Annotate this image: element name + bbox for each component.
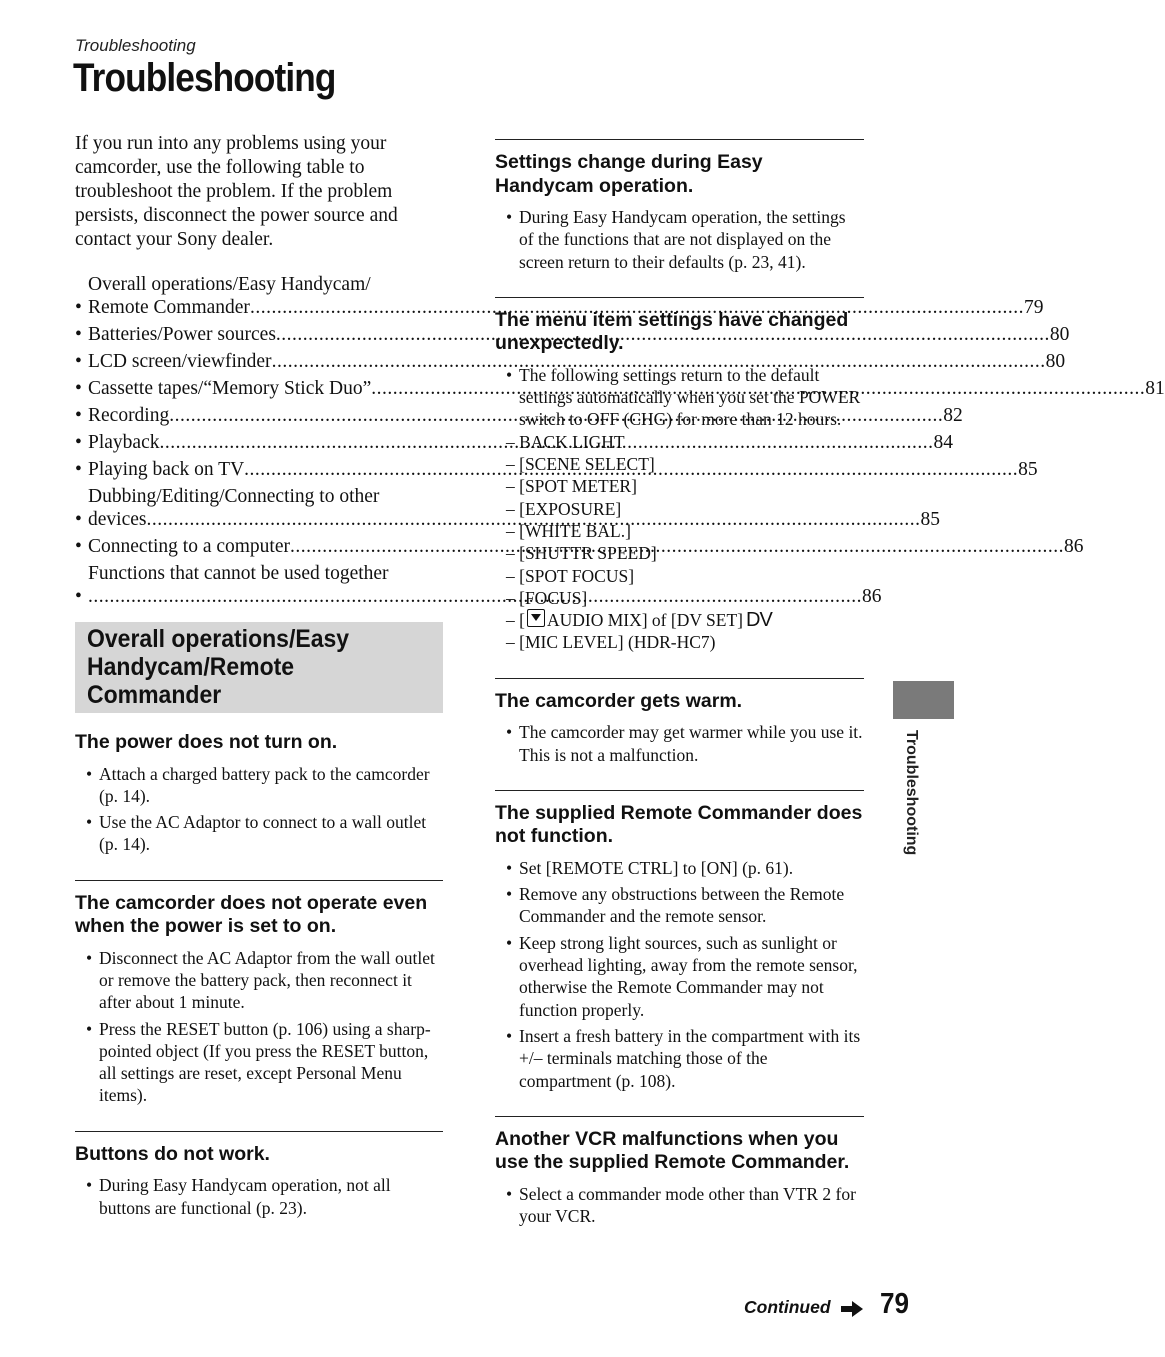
list-item: • Attach a charged battery pack to the camcorder (p. 14). — [86, 763, 430, 806]
page-title: Troubleshooting — [73, 56, 336, 100]
toc-label: Recording — [88, 405, 170, 426]
topic-heading: Buttons do not work. — [75, 1142, 270, 1165]
toc-item: • LCD screen/viewfinder ..... 80 — [75, 350, 443, 373]
topic-vcr — [495, 1116, 864, 1228]
toc-label: devices — [88, 509, 147, 530]
toc-item: • Recording ..... 82 — [75, 404, 443, 427]
toc-label: Remote Commander — [88, 297, 250, 318]
list-item: • Keep strong light sources, such as sunlight or overhead lighting, away from the remote sensor, otherwise the Remote Commander may not function properly. — [506, 932, 858, 1020]
topic-heading: The power does not turn on. — [75, 731, 338, 753]
dv-logo-icon: DV — [746, 609, 772, 632]
toc-item: • Cassette tapes/“Memory Stick Duo” ..... 81 — [75, 377, 443, 400]
list-item: • The following settings return to the default settings automatically when you set the POWER switch to OFF (CHG) for more than 12 hours. — [506, 364, 861, 430]
dash-item: – [SPOT FOCUS] — [506, 565, 635, 586]
toc-page: 80 — [1049, 324, 1070, 345]
list-item: • During Easy Handycam operation, not all buttons are functional (p. 23). — [86, 1175, 391, 1218]
toc-page: 82 — [943, 405, 963, 426]
topic-heading: Settings change during Easy Handycam operation. — [495, 151, 763, 197]
dash-item: – [MIC LEVEL] (HDR-HC7) — [506, 632, 716, 653]
personal-menu-icon — [527, 609, 545, 627]
toc-label: Dubbing/Editing/Connecting to other — [88, 486, 380, 507]
topic-menu-settings — [495, 297, 864, 654]
list-item: • Remove any obstructions between the Remote Commander and the remote sensor. — [506, 884, 845, 927]
section-banner — [75, 622, 443, 713]
dash-item: – [SHUTTR SPEED] — [506, 543, 657, 564]
toc-page: 86 — [1064, 536, 1084, 557]
page-number: 79 — [880, 1288, 910, 1320]
toc-label: Functions that cannot be used together — [88, 563, 389, 584]
toc-label: Playback — [88, 432, 160, 453]
list-item: • Press the RESET button (p. 106) using a sharp-pointed object (If you press the RESET button, all settings are reset, except Personal Menu items). — [86, 1018, 431, 1106]
toc-page: 85 — [920, 509, 940, 530]
list-item: • Select a commander mode other than VTR 2 for your VCR. — [506, 1183, 856, 1227]
running-header: Troubleshooting — [75, 36, 196, 55]
toc-page: 86 — [862, 586, 882, 607]
list-item: • Disconnect the AC Adaptor from the wall outlet or remove the battery pack, then reconnect it after about 1 minute. — [86, 947, 435, 1013]
toc-page: 79 — [1023, 297, 1044, 318]
section-banner-line: Overall operations/Easy — [87, 625, 350, 653]
section-banner-line: Handycam/Remote Commander — [87, 653, 295, 709]
topic-not-operate — [75, 880, 443, 1107]
list-item: • Set [REMOTE CTRL] to [ON] (p. 61). — [506, 857, 794, 878]
toc-page: 84 — [933, 432, 953, 453]
toc-item: • Playback ..... 84 — [75, 431, 443, 454]
topic-heading: The camcorder does not operate even when the power is set to on. — [75, 891, 428, 938]
topic-heading: The camcorder gets warm. — [495, 689, 743, 712]
topic-remote — [495, 790, 864, 1092]
dash-item: – [EXPOSURE] — [506, 498, 622, 519]
list-item: • During Easy Handycam operation, the settings of the functions that are not displayed on the screen return to their defaults (p. 23, 41). — [506, 207, 846, 272]
dash-item: – BACK LIGHT — [506, 431, 625, 452]
toc-label: Overall operations/Easy Handycam/ — [88, 274, 371, 295]
toc-label: LCD screen/viewfinder — [88, 351, 272, 372]
dash-item: – [ AUDIO MIX] of [DV SET] DV — [506, 609, 772, 632]
topic-camcorder-warm — [495, 678, 864, 766]
section-tab-label: Troubleshooting — [903, 730, 920, 856]
toc-item: • Dubbing/Editing/Connecting to other devices ..... 85 — [75, 485, 443, 531]
toc-item: • Overall operations/Easy Handycam/ Remote Commander ..... 79 — [75, 273, 443, 319]
toc-item: • Connecting to a computer ..... 86 — [75, 535, 443, 558]
dash-item: – [FOCUS] — [506, 587, 588, 608]
dash-item: – [WHITE BAL.] — [506, 520, 631, 541]
arrow-right-icon — [841, 1301, 863, 1317]
dash-item: – [SPOT METER] — [506, 476, 637, 497]
toc-label: Cassette tapes/“Memory Stick Duo” — [88, 378, 372, 399]
topic-power — [75, 713, 443, 856]
toc-page: 85 — [1018, 459, 1038, 480]
toc-label: Playing back on TV — [88, 459, 245, 480]
toc-item: • Batteries/Power sources ..... 80 — [75, 323, 443, 346]
toc-page: 81 — [1145, 378, 1165, 399]
settings-dash-list — [495, 431, 864, 654]
continued-label: Continued — [744, 1297, 831, 1317]
toc-item: • Playing back on TV ..... 85 — [75, 458, 443, 481]
toc-page: 80 — [1045, 351, 1066, 372]
topic-heading: Another VCR malfunctions when you use the supplied Remote Commander. — [495, 1127, 850, 1174]
toc-item: • Functions that cannot be used together ..... 86 — [75, 562, 443, 608]
toc-label: Connecting to a computer — [88, 536, 290, 557]
list-item: • Use the AC Adaptor to connect to a wall outlet (p. 14). — [86, 812, 427, 855]
topic-buttons — [75, 1131, 443, 1219]
toc-label: Batteries/Power sources — [88, 324, 276, 345]
right-column — [495, 139, 864, 1251]
topic-heading: The supplied Remote Commander does not function. — [495, 801, 863, 848]
topic-settings-change — [495, 139, 864, 273]
dash-item: – [SCENE SELECT] — [506, 454, 655, 475]
section-tab — [893, 681, 954, 719]
list-item: • Insert a fresh battery in the compartment with its +/– terminals matching those of the compartment (p. 108). — [506, 1025, 861, 1091]
topic-heading: The menu item settings have changed unexpectedly. — [495, 308, 849, 355]
list-item: • The camcorder may get warmer while you use it. This is not a malfunction. — [506, 722, 863, 765]
intro-paragraph: If you run into any problems using your camcorder, use the following table to troubleshoot the problem. If the problem persists, disconnect the power source and contact your Sony dealer. — [75, 133, 398, 250]
